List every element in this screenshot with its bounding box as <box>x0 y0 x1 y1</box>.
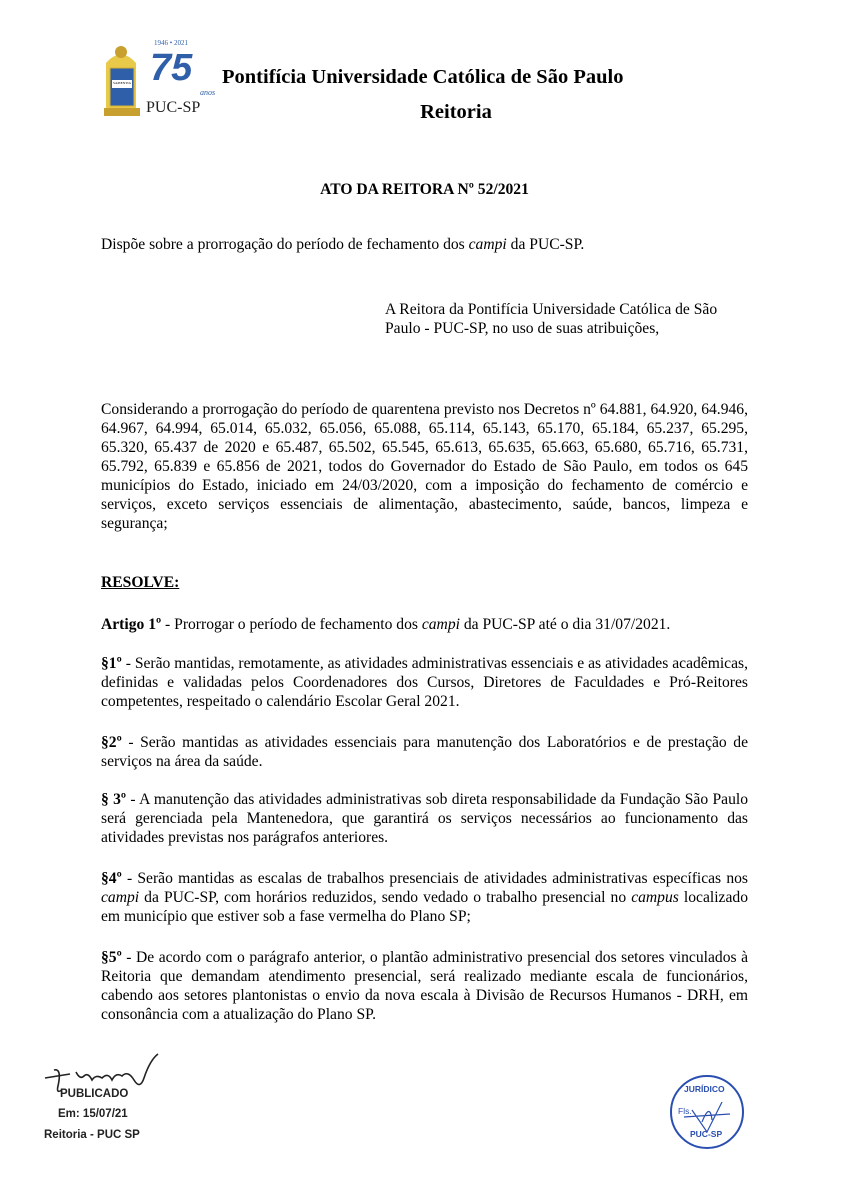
paragraph-2-text: - Serão mantidas as atividades essenciais para manutenção dos Laboratórios e de prestação de serviços na área da saúde. <box>101 734 748 770</box>
artigo-1-text-end: da PUC-SP até o dia 31/07/2021. <box>459 616 671 633</box>
considerando: Considerando a prorrogação do período de quarentena previsto nos Decretos nº 64.881, 64.920, 64.946, 64.967, 64.994, 65.014, 65.032, 65.056, 65.088, 65.114, 65.143, 65.170, 65.184, 65.237, 65.295, 65.320, 65.437 de 2020 e 65.487, 65.502, 65.545, 65.613, 65.635, 65.663, 65.680, 65.716, 65.731, 65.792, 65.839 e 65.856 de 2021, todos do Governador do Estado de São Paulo, em todos os 645 municípios do Estado, iniciado em 24/03/2020, com a imposição do fechamento de comércio e serviços, exceto serviços essenciais de alimentação, abastecimento, saúde, bancos, limpeza e segurança; <box>101 401 748 532</box>
artigo-1-label: Artigo 1º <box>101 616 162 633</box>
logo-years: 1946 • 2021 <box>154 39 188 47</box>
paragraph-2 <box>101 733 748 771</box>
logo-number: 75 <box>150 47 193 89</box>
paragraph-1-label: §1º <box>101 655 122 672</box>
university-name: Pontifícia Universidade Católica de São Paulo <box>222 66 624 88</box>
published-date: Em: 15/07/21 <box>58 1108 128 1120</box>
published-stamp <box>40 1050 190 1145</box>
paragraph-5-text: - De acordo com o parágrafo anterior, o plantão administrativo presencial dos setores vinculados à Reitoria que demandam atendimento presencial, será realizado mediante escala de funcionários, cabendo aos setores plantonistas o envio da nova escala à Divisão de Recursos Humanos - DRH, em consonância com a atualização do Plano SP. <box>101 949 748 1023</box>
paragraph-4-label: §4º <box>101 870 122 887</box>
paragraph-5-label: §5º <box>101 949 122 966</box>
paragraph-5 <box>101 948 748 1024</box>
artigo-1 <box>101 615 748 634</box>
ementa-em: campi <box>468 236 507 253</box>
paragraph-2-label: §2º <box>101 734 122 751</box>
juridico-stamp <box>670 1075 744 1149</box>
ementa-text: Dispõe sobre a prorrogação do período de fechamento dos <box>101 236 469 253</box>
artigo-1-em: campi <box>421 616 460 633</box>
juridico-fls: Fls. <box>678 1106 692 1116</box>
paragraph-4-text-mid: da PUC-SP, com horários reduzidos, sendo vedado o trabalho presencial no <box>139 889 632 906</box>
resolve-heading: RESOLVE: <box>101 574 180 591</box>
paragraph-3-label: § 3º <box>101 791 127 808</box>
paragraph-3-text: - A manutenção das atividades administrativas sob direta responsabilidade da Fundação São Paulo será gerenciada pela Mantenedora, que garantirá os serviços necessários ao funcionamento das atividades previstas nos parágrafos anteriores. <box>101 791 748 846</box>
paragraph-3 <box>101 790 748 847</box>
preamble: A Reitora da Pontifícia Universidade Católica de São Paulo - PUC-SP, no uso de suas atribuições, <box>385 301 718 337</box>
paragraph-4-em: campi <box>101 889 140 906</box>
juridico-label: JURÍDICO <box>684 1084 725 1094</box>
logo-brand: PUC-SP <box>146 99 201 116</box>
office-name: Reitoria <box>420 101 492 123</box>
paragraph-1 <box>101 654 748 711</box>
juridico-puc: PUC-SP <box>690 1129 723 1139</box>
paragraph-1-text: - Serão mantidas, remotamente, as atividades administrativas essenciais e as atividades acadêmicas, definidas e validadas pelos Coordenadores dos Cursos, Diretores de Faculdades e Pró-Reitores competentes, respeitado o calendário Escolar Geral 2021. <box>101 655 748 710</box>
paragraph-4-em2: campus <box>631 889 679 906</box>
logo-anos: anos <box>200 88 216 97</box>
ementa <box>101 235 748 254</box>
paragraph-4-text-end: localizado em município que estiver sob a fase vermelha do Plano SP; <box>101 889 748 925</box>
paragraph-4-text: - Serão mantidas as escalas de trabalhos presenciais de atividades administrativas específicas nos <box>121 870 748 887</box>
published-org: Reitoria - PUC SP <box>44 1129 140 1141</box>
published-status: PUBLICADO <box>60 1088 129 1100</box>
artigo-1-text: - Prorrogar o período de fechamento dos <box>161 616 422 633</box>
document-title: ATO DA REITORA Nº 52/2021 <box>320 181 529 198</box>
ementa-text-end: da PUC-SP. <box>506 236 585 253</box>
paragraph-4 <box>101 869 748 926</box>
logo-shield-text: SAPIENTIA <box>113 81 132 85</box>
